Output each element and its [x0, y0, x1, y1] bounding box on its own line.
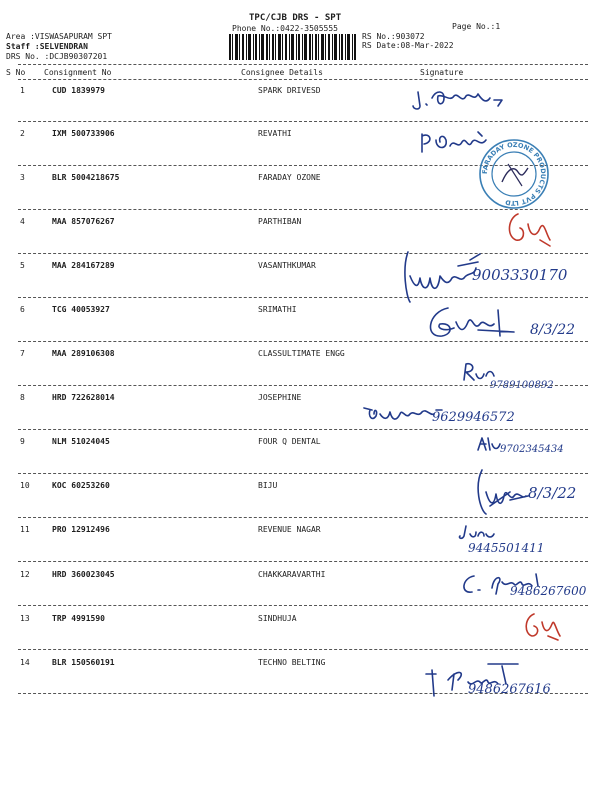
- row-7-sno: 7: [20, 349, 25, 358]
- barcode: [229, 34, 357, 60]
- row-2-sno: 2: [20, 129, 25, 138]
- row-6-consignment: TCG 40053927: [52, 305, 110, 314]
- row-4-sno: 4: [20, 217, 25, 226]
- handwritten-date-row-10: 8/3/22: [528, 484, 577, 502]
- sheet-title: TPC/CJB DRS - SPT: [249, 13, 342, 23]
- rs-date: RS Date:08-Mar-2022: [362, 41, 454, 50]
- row-10-sno: 10: [20, 481, 30, 490]
- signature-row-4: [500, 210, 560, 250]
- handwritten-phone-row-5: 9003330170: [472, 266, 568, 284]
- signature-row-13: [518, 610, 568, 642]
- row-1-sno: 1: [20, 86, 25, 95]
- signature-row-6: [418, 302, 528, 344]
- row-8-sno: 8: [20, 393, 25, 402]
- row-9-sno: 9: [20, 437, 25, 446]
- row-10-consignee: BIJU: [258, 481, 278, 490]
- signature-row-2: [416, 128, 506, 158]
- row-12-sno: 12: [20, 570, 30, 579]
- header-rule-bottom: [18, 79, 588, 80]
- row-2-consignee: REVATHI: [258, 129, 292, 138]
- row-4-consignee: PARTHIBAN: [258, 217, 302, 226]
- col-sno: S No: [6, 68, 26, 77]
- row-13-consignment: TRP 4991590: [52, 614, 105, 623]
- row-5-sno: 5: [20, 261, 25, 270]
- row-6-consignee: SRIMATHI: [258, 305, 297, 314]
- row-7-consignment: MAA 289106308: [52, 349, 115, 358]
- row-8-consignment: HRD 722628014: [52, 393, 115, 402]
- row-12-consignee: CHAKKARAVARTHI: [258, 570, 326, 579]
- header-rule-top: [18, 64, 588, 65]
- row-8-consignee: JOSEPHINE: [258, 393, 302, 402]
- row-12-consignment: HRD 360023045: [52, 570, 115, 579]
- row-11-consignment: PRO 12912496: [52, 525, 110, 534]
- row-1-rule: [18, 121, 588, 122]
- row-1-consignee: SPARK DRIVESD: [258, 86, 321, 95]
- row-3-consignment: BLR 5004218675: [52, 173, 120, 182]
- row-9-consignment: NLM 51024045: [52, 437, 110, 446]
- row-14-consignment: BLR 150560191: [52, 658, 115, 667]
- row-7-consignee: CLASSULTIMATE ENGG: [258, 349, 345, 358]
- handwritten-phone-row-8: 9629946572: [432, 410, 515, 425]
- area-label: Area :VISWASAPURAM SPT: [6, 32, 112, 41]
- row-4-consignment: MAA 857076267: [52, 217, 115, 226]
- row-9-consignee: FOUR Q DENTAL: [258, 437, 321, 446]
- row-14-consignee: TECHNO BELTING: [258, 658, 326, 667]
- stamp-text: FARADAY OZONE PRODUCTS PVT LTD: [480, 140, 548, 208]
- row-5-consignee: VASANTHKUMAR: [258, 261, 316, 270]
- row-11-consignee: REVENUE NAGAR: [258, 525, 321, 534]
- row-14-sno: 14: [20, 658, 30, 667]
- row-10-consignment: KOC 60253260: [52, 481, 110, 490]
- row-6-sno: 6: [20, 305, 25, 314]
- drs-number: DRS No. :DCJB90307201: [6, 52, 108, 61]
- row-3-consignee: FARADAY OZONE: [258, 173, 321, 182]
- handwritten-phone-row-14: 9486267616: [468, 682, 551, 697]
- row-11-sno: 11: [20, 525, 30, 534]
- phone-number: Phone No.:0422-3505555: [232, 24, 338, 33]
- row-13-sno: 13: [20, 614, 30, 623]
- row-8-rule: [18, 429, 588, 430]
- row-11-rule: [18, 561, 588, 562]
- handwritten-phone-row-9: 9702345434: [500, 444, 564, 455]
- page-number: Page No.:1: [452, 22, 501, 31]
- row-13-consignee: SINDHUJA: [258, 614, 297, 623]
- staff-label: Staff :SELVENDRAN: [6, 42, 88, 51]
- row-5-consignment: MAA 284167289: [52, 261, 115, 270]
- signature-row-1: [410, 84, 530, 114]
- handwritten-phone-row-7: 9789100892: [490, 380, 554, 391]
- col-consignment: Consignment No: [44, 68, 112, 77]
- handwritten-phone-row-11: 9445501411: [468, 541, 545, 555]
- row-1-consignment: CUD 1839979: [52, 86, 105, 95]
- row-2-consignment: IXM 500733906: [52, 129, 115, 138]
- col-consignee: Consignee Details: [241, 68, 323, 77]
- col-signature: Signature: [420, 68, 464, 77]
- handwritten-phone-row-12: 9486267600: [510, 584, 587, 598]
- rs-number: RS No.:903072: [362, 32, 425, 41]
- row-12-rule: [18, 605, 588, 606]
- row-13-rule: [18, 649, 588, 650]
- handwritten-date-row-6: 8/3/22: [530, 322, 576, 338]
- row-3-sno: 3: [20, 173, 25, 182]
